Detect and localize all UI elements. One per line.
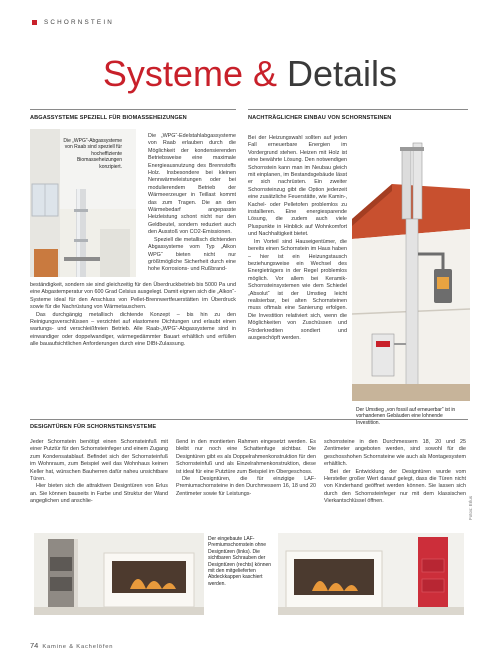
right-article-heading: NACHTRÄGLICHER EINBAU VON SCHORNSTEINEN [248, 115, 392, 121]
divider-left [30, 109, 236, 110]
paragraph: Bei der Entwicklung der Designtüren wurde vom Hersteller großer Wert darauf gelegt, dass die Türen nicht von Kinderhand geöffnet werden können. Sie lassen sich durch den Schornsteinfeger nur mit dem klassischen Vierkantschlüssel öffnen. [324, 468, 466, 505]
bottom-article-col1 [30, 439, 168, 506]
title-ampersand: & [252, 53, 277, 94]
bottom-article-heading: DESIGNTÜREN FÜR SCHORNSTEINSYSTEME [30, 424, 157, 430]
section-kicker [32, 19, 114, 26]
paragraph: Bei der Heizungswahl sollten auf jeden Fall erneuerbare Energien im Vordergrund stehen. Heizen mit Holz ist eine bewährte Lösung. Den notwendigen Schornstein kann man im Neubau gleich mit einplanen, im Bestandsgebäude lässt er sich nachrüsten. Ein zweiter Schornsteinzug gibt die Option jederzeit eine zusätzliche Feuerstätte, wie Kamin-, Kachel- oder Pelletofen problemlos zu installieren. Eine energiesparende Lösung, die zudem auch viele Pluspunkte in Hinblick auf Wohnkomfort und Nachhaltigkeit bietet. [248, 135, 347, 238]
left-article-heading: ABGASSYSTEME SPEZIELL FÜR BIOMASSEHEIZUNGEN [30, 115, 187, 121]
house-cutaway-graphic [352, 129, 470, 401]
chimney-without-doors-photo [34, 533, 204, 615]
photo-credit: Fotos: Erlus [468, 495, 473, 520]
bottom-photo-caption: Der eingebaute LAF-Premiumschornstein ohne Designtüren (links). Die sichtbaren Schrauben der Designtüren (rechts) können mit den mitgelieferten Abdeckkappen kaschiert werden. [208, 536, 272, 587]
left-article-full-text [30, 282, 236, 349]
page-title [0, 54, 500, 94]
paragraph: Speziell die metallisch dichtenden Abgassysteme vom Typ „Alkon WPG“ bieten nicht nur größtmögliche Sicherheit durch eine hohe Korrosions- und Rußbrand- [148, 236, 236, 273]
kicker-marker [32, 20, 37, 25]
paragraph: Hier bieten sich die attraktiven Designtüren von Erlus an. Sie können bauseits in Farbe und Struktur der Wand angeglichen und anschlie- [30, 483, 168, 505]
wpg-photo-caption: Die „WPG“-Abgassysteme von Raab sind speziell für hocheffiziente Biomasseheizungen konzipiert. [63, 138, 122, 170]
title-word-2: Details [287, 53, 398, 94]
right-article-text [248, 135, 347, 342]
paragraph: Die Designtüren, die für einzigige LAF-Premiumschornsteine in den Durchmessern 16, 18 und 20 Zentimeter sowie für Leistungs- [176, 476, 316, 497]
paragraph: Das durchgängig metallisch dichtende Konzept – bis hin zu den Reinigungsverschlüssen – verzichtet auf elastomere Dichtungen und erlaubt einen wartungs- und verschleißfreien Betrieb. Alle Raab-„WPG“-Abgassysteme sind in einwandiger oder doppelwandiger, wärmegedämmter Bauart erhältlich und erfüllen alle bauaufsichtlichen Anforderungen durch eine DIBt-Zulassung. [30, 311, 236, 348]
paragraph: Jeder Schornstein benötigt einen Schornsteinfuß mit einer Putztür für den Schornsteinfeger und einem Zugang zum Kondensatablauf. Befindet sich der Schornsteinfuß im Wohnraum, zum Beispiel weil das Wohnhaus keinen Keller hat, wünschen Bauherren dafür naheu unsichtbare Türen. [30, 439, 168, 483]
bottom-article-col2 [176, 439, 316, 498]
chimney-photo-right-graphic [278, 533, 464, 615]
magazine-name: Kamine & Kachelöfen [42, 644, 114, 650]
paragraph: beständigkeit, sondern sie sind gleichzeitig für den Überdruckbetrieb bis 5000 Pa und eine Abgastemperatur von 600 Grad Celsius ausgelegt. Damit eignen sich die „Alkon“-Systeme ideal für den Anschluss von Pellet-Brennwertfeuerstätten im Überdruck sowie für die Nachrüstung von Wärmetauschern. [30, 282, 236, 311]
title-word-1: Systeme [102, 53, 243, 94]
divider-bottom [30, 419, 468, 420]
chimney-with-doors-photo [278, 533, 464, 615]
divider-right [248, 109, 468, 110]
paragraph: schornsteine in den Durchmessern 18, 20 und 25 Zentimeter angeboten werden, sind sowohl für die geschosshohen Schornsteine wie auch als Montagesystem erhältlich. [324, 439, 466, 468]
left-article-narrow-text [148, 133, 236, 274]
bottom-article-col3 [324, 439, 466, 506]
page-footer [30, 641, 113, 650]
paragraph: ßend in den montierten Rahmen eingesetzt werden. Es bleibt nur noch eine Schattenfuge sichtbar. Die Designtüren gibt es als Doppelrahmenkonstruktion für den Schornsteinfuß und als Einzelrahmenkonstruktion, diese ist ideal für eine Putztüre zum Beispiel im Obergeschoss. [176, 439, 316, 475]
paragraph: Die „WPG“-Edelstahlabgassysteme von Raab erlauben durch die Möglichkeit der kondensierenden Betriebsweise eine maximale Energieausnutzung des Brennstoffs Holz. Insbesondere bei kleinen Nennwärmeleistungen oder bei modulierendem Betrieb der Wärmeerzeuger in Teillast kommt das zum Tragen. Die an den Wärmebedarf angepasste Heizleistung schont nicht nur den Geldbeutel, sondern reduziert auch den Ausstoß von CO2-Emissionen. [148, 133, 236, 236]
paragraph: Im Vorteil sind Hauseigentümer, die bereits einen Schornstein im Haus haben – hier ist ein Heizungstausch beziehungsweise ein Wechsel des Energieträgers in der Regel problemlos möglich. Vor allem bei Keramik-Schornsteinsystemen wie dem Schiedel „Absolut“ ist der Umstieg leicht realisierbar, bei alten Schornsteinen muss oftmals eine Sanierung erfolgen. Die Investition relativiert sich, wenn die Möglichkeiten von Zuschüssen und Förderkrediten sondiert und ausgeschöpft werden. [248, 238, 347, 341]
house-illustration-caption: Der Umstieg „von fossil auf erneuerbar“ ist in vorhandenen Gebäuden eine lohnende Investition. [356, 407, 456, 426]
section-label: SCHORNSTEIN [44, 19, 115, 26]
chimney-photo-left-graphic [34, 533, 204, 615]
page-number: 74 [30, 641, 39, 650]
house-cutaway-illustration [352, 129, 470, 401]
